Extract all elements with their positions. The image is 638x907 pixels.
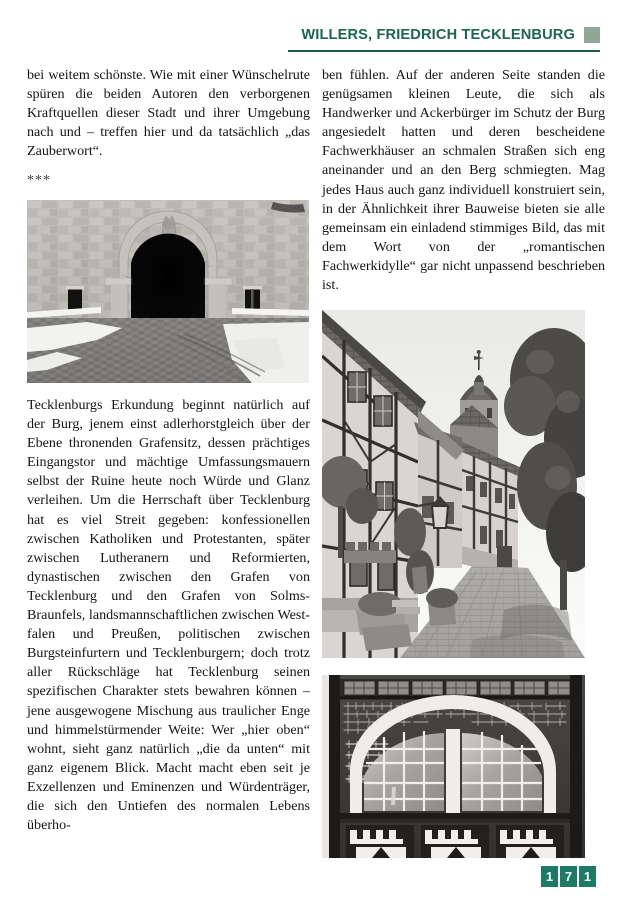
running-head-title: WILLERS, FRIEDRICH TECKLENBURG: [301, 27, 575, 43]
right-paragraph-continued: ben fühlen. Auf der anderen Seite standen die genügsamen kleinen Leute, die sich als Handwerker und Ackerbürger im Schutz der Burg angesiedelt hatten und deren bescheidene Fachwerkhäuser an schmalen Straßen sich eng aneinander und an den Berg schmiegten. Mag jedes Haus auch ganz individuell konstruiert sein, in der Ähnlichkeit ihrer Bauweise bieten sie alle gemeinsam ein einladend stimmiges Bild, das mit dem Wort von der „romantischen Fachwerkidylle“ gar nicht unpassend beschrieben ist.: [322, 67, 605, 294]
figure-half-timbered-street: [322, 310, 585, 658]
figure-inscribed-facade: [322, 675, 585, 858]
carved-panels: [346, 825, 564, 858]
facade-illustration: [322, 675, 585, 858]
left-text-column: [27, 66, 310, 189]
figure-castle-gate: [27, 200, 309, 383]
left-paragraph-continued: bei weitem schönste. Wie mit einer Wünschelrute spüren die beiden Autoren den verborgenen Kraftquellen dieser Stadt und ihrer Umgebung nach und – treffen hier und da tatsächlich „das Zauberwort“.: [27, 67, 310, 160]
castle-gate-illustration: [27, 200, 309, 383]
page-number-folio: [541, 866, 596, 887]
folio-digit-1: 1: [541, 866, 558, 887]
folio-digit-3: 1: [579, 866, 596, 887]
running-head-square-marker: [584, 27, 600, 43]
running-head: [288, 22, 600, 52]
left-paragraph-main: Tecklenburgs Erkundung beginnt natürlich auf der Burg, jenem einst adlerhorstgleich über der Ebene thronenden Grafensitz, dessen prächtiges Eingangstor und mächtige Umfassungsmauern selbst der Ruine heute noch Würde und Glanz verleihen. Um die Herrschaft über Tecklenburg hat es viel Streit gegeben: konfessionellen zwischen Katholiken und Protestanten, später zwischen Lutheranern und Reformierten, dynastischen zwischen den Grafen von Tecklenburg und den Grafen von Solms-Braunfels, landsmannschaftlichen zwischen Westfalen und Preußen, politischen zwischen Burgsteinfurtern und Tecklenburgern; doch trotz aller Rückschläge hat Tecklenburg seinen spezifischen Charakter stets bewahren können – jene ausgewogene Mischung aus traulicher Enge und himmelstürmender Weite: Wer „hier oben“ wohnt, sieht ganz natürlich „die da unten“ mit ganz eigenem Blick. Macht macht eben seit je Exzellenzen und Eminenzen und Würdenträger, die sich den Untiefen des normalen Lebens überho-: [27, 397, 310, 834]
right-text-column: [322, 66, 605, 295]
street-illustration: [322, 310, 585, 658]
running-head-rule: [288, 50, 600, 52]
section-separator: ***: [27, 173, 51, 189]
left-text-column-lower: [27, 396, 310, 835]
folio-digit-2: 7: [560, 866, 577, 887]
